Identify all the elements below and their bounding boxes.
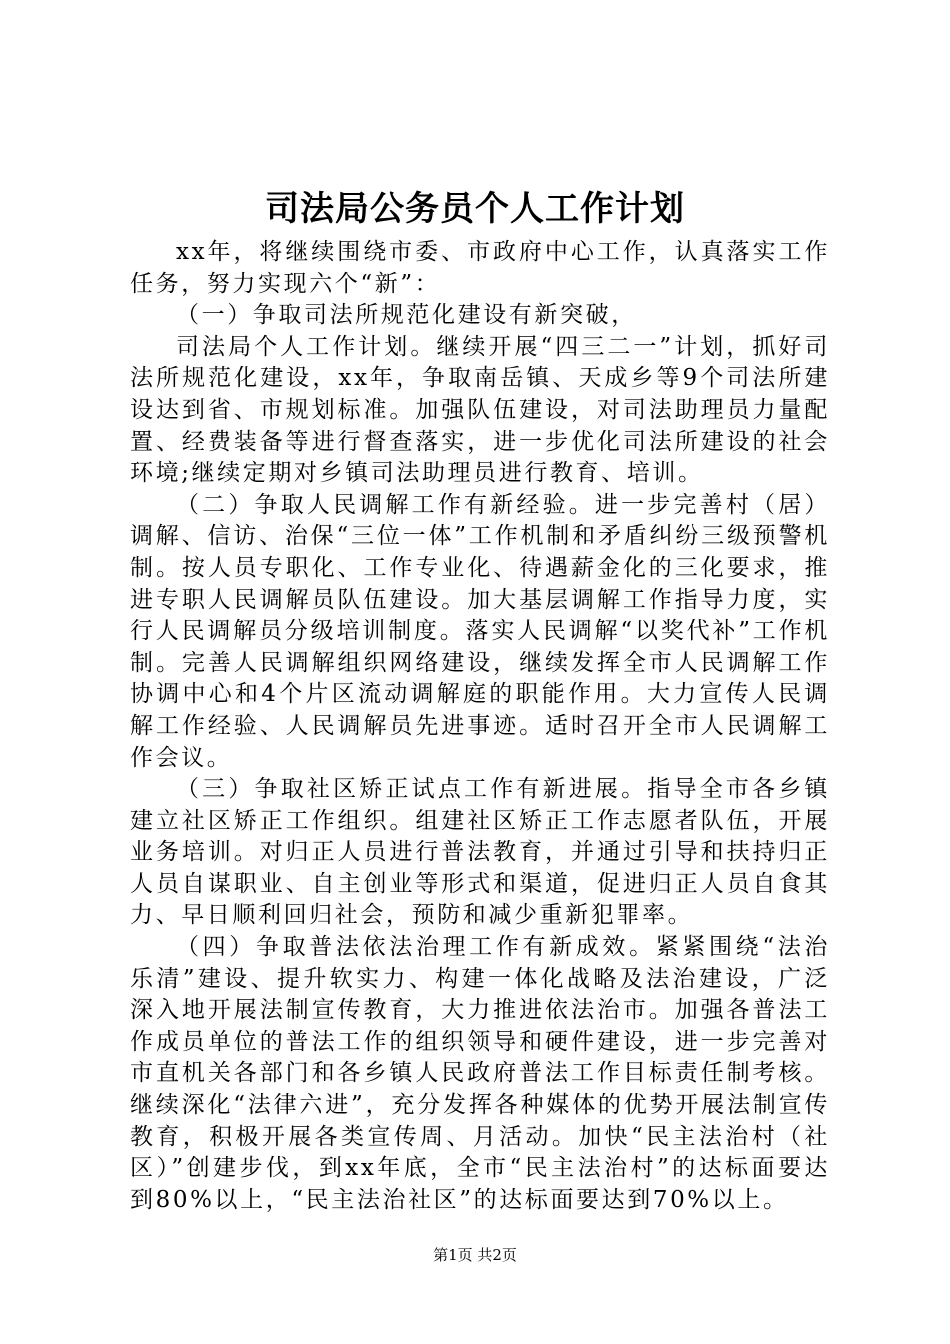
- section-1-paragraph: 司法局个人工作计划。继续开展“四三二一”计划，抓好司法所规范化建设，xx年，争取南岳镇、天成乡等9个司法所建设达到省、市规划标准。加强队伍建设，对司法助理员力量配置、经费装备等进行督查落实，进一步优化司法所建设的社会环境;继续定期对乡镇司法助理员进行教育、培训。: [130, 333, 830, 487]
- section-4-paragraph: （四）争取普法依法治理工作有新成效。紧紧围绕“法治乐清”建设、提升软实力、构建一体化战略及法治建设，广泛深入地开展法制宣传教育，大力推进依法治市。加强各普法工作成员单位的普法工作的组织领导和硬件建设，进一步完善对市直机关各部门和各乡镇人民政府普法工作目标责任制考核。继续深化“法律六进”，充分发挥各种媒体的优势开展法制宣传教育，积极开展各类宣传周、月活动。加快“民主法治村（社区）”创建步伐，到xx年底，全市“民主法治村”的达标面要达到80%以上，“民主法治社区”的达标面要达到70%以上。: [130, 934, 830, 1213]
- document-title: 司法局公务员个人工作计划: [265, 189, 685, 229]
- section-2-paragraph: （二）争取人民调解工作有新经验。进一步完善村（居）调解、信访、治保“三位一体”工作机制和矛盾纠纷三级预警机制。按人员专职化、工作专业化、待遇薪金化的三化要求，推进专职人民调解员队伍建设。加大基层调解工作指导力度，实行人民调解员分级培训制度。落实人民调解“以奖代补”工作机制。完善人民调解组织网络建设，继续发挥全市人民调解工作协调中心和4个片区流动调解庭的职能作用。大力宣传人民调解工作经验、人民调解员先进事迹。适时召开全市人民调解工作会议。: [130, 491, 830, 771]
- intro-paragraph: xx年，将继续围绕市委、市政府中心工作，认真落实工作任务，努力实现六个“新”：: [130, 239, 830, 297]
- section-1-heading: （一）争取司法所规范化建设有新突破，: [176, 302, 637, 329]
- document-body: [130, 237, 830, 1216]
- section-3-paragraph: （三）争取社区矫正试点工作有新进展。指导全市各乡镇建立社区矫正工作组织。组建社区矫正工作志愿者队伍，开展业务培训。对归正人员进行普法教育，并通过引导和扶持归正人员自谋职业、自主创业等形式和渠道，促进归正人员自食其力、早日顺利回归社会，预防和减少重新犯罪率。: [130, 776, 830, 929]
- page-footer: 第1页 共2页: [433, 1246, 517, 1264]
